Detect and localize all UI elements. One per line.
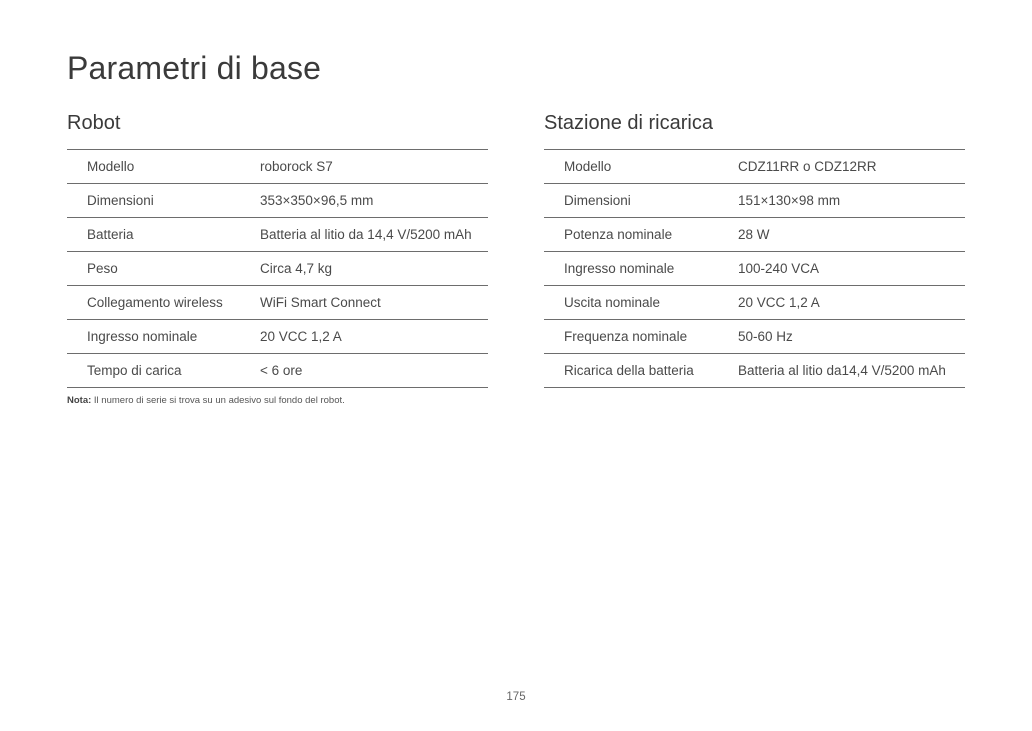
station-section <box>544 108 965 388</box>
table-row <box>67 286 488 320</box>
spec-value: 20 VCC 1,2 A <box>738 286 965 320</box>
spec-value: WiFi Smart Connect <box>260 286 488 320</box>
station-spec-table <box>544 149 965 388</box>
robot-spec-table <box>67 149 488 388</box>
spec-label: Collegamento wireless <box>67 286 260 320</box>
page-number: 175 <box>506 691 526 703</box>
spec-value: 353×350×96,5 mm <box>260 184 488 218</box>
spec-value: 100-240 VCA <box>738 252 965 286</box>
footnote <box>67 395 345 406</box>
spec-label: Peso <box>67 252 260 286</box>
table-row <box>67 150 488 184</box>
robot-heading: Robot <box>67 112 121 134</box>
table-row <box>67 184 488 218</box>
station-heading: Stazione di ricarica <box>544 112 713 134</box>
page-title: Parametri di base <box>67 50 322 86</box>
table-row <box>67 354 488 388</box>
table-row <box>544 218 965 252</box>
table-row <box>544 184 965 218</box>
spec-label: Dimensioni <box>544 184 738 218</box>
spec-label: Batteria <box>67 218 260 252</box>
spec-value: Batteria al litio da14,4 V/5200 mAh <box>738 354 965 388</box>
table-row <box>544 150 965 184</box>
spec-label: Ingresso nominale <box>544 252 738 286</box>
table-row <box>67 252 488 286</box>
spec-value: Circa 4,7 kg <box>260 252 488 286</box>
spec-label: Modello <box>544 150 738 184</box>
spec-label: Modello <box>67 150 260 184</box>
spec-value: roborock S7 <box>260 150 488 184</box>
table-row <box>544 320 965 354</box>
spec-value: CDZ11RR o CDZ12RR <box>738 150 965 184</box>
table-row <box>544 252 965 286</box>
robot-section <box>67 108 488 388</box>
spec-value: 50-60 Hz <box>738 320 965 354</box>
spec-value: 151×130×98 mm <box>738 184 965 218</box>
spec-label: Dimensioni <box>67 184 260 218</box>
note-text: Il numero di serie si trova su un adesivo sul fondo del robot. <box>91 395 345 406</box>
spec-label: Ingresso nominale <box>67 320 260 354</box>
table-row <box>544 286 965 320</box>
spec-value: < 6 ore <box>260 354 488 388</box>
table-row <box>67 218 488 252</box>
spec-value: 20 VCC 1,2 A <box>260 320 488 354</box>
spec-value: Batteria al litio da 14,4 V/5200 mAh <box>260 218 488 252</box>
spec-label: Frequenza nominale <box>544 320 738 354</box>
spec-value: 28 W <box>738 218 965 252</box>
table-row <box>67 320 488 354</box>
spec-label: Uscita nominale <box>544 286 738 320</box>
spec-label: Potenza nominale <box>544 218 738 252</box>
note-label: Nota: <box>67 395 92 406</box>
table-row <box>544 354 965 388</box>
spec-label: Ricarica della batteria <box>544 354 738 388</box>
spec-label: Tempo di carica <box>67 354 260 388</box>
